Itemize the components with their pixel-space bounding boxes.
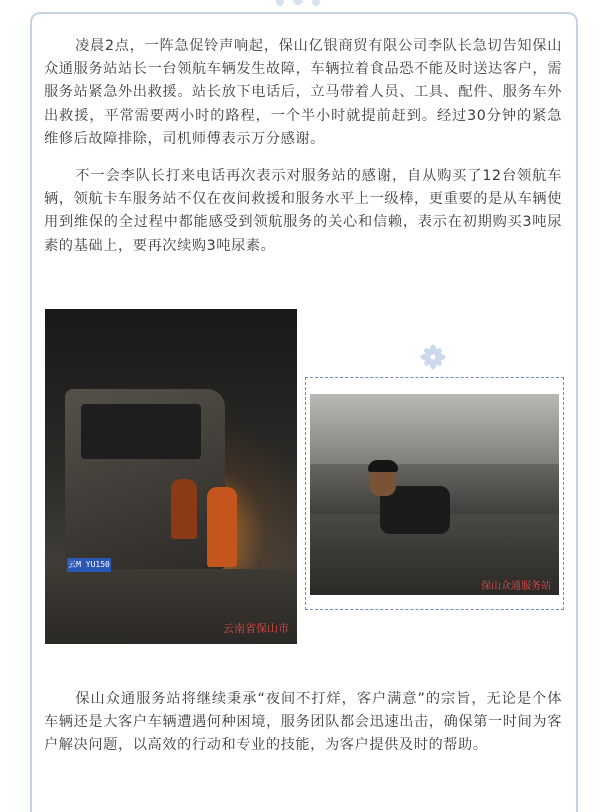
mechanic-hair [368,460,398,472]
paragraph-customer-thanks: 不一会李队长打来电话再次表示对服务站的感谢，自从购买了12台领航车辆，领航卡车服务站不仅在夜间救援和服务水平上一级棒，更重要的是从车辆使用到维保的全过程中都能感受到领航服务的关心和信赖，表示在初期购买3吨尿素的基础上，要再次续购3吨尿素。 [44,168,562,254]
engine-repair-photo [310,394,559,595]
license-plate: 云M YU150 [67,558,111,572]
flower-icon [420,344,446,370]
night-rescue-photo [45,309,297,644]
worker-figure-vest [207,487,237,567]
paragraph-service-commitment: 保山众通服务站将继续秉承“夜间不打烊，客户满意”的宗旨，无论是个体车辆还是大客户车辆遭遇何种困境，服务团队都会迅速出击，确保第一时间为客户解决问题，以高效的行动和专业的技能，为客户提供及时的帮助。 [44,691,562,754]
flower-decoration-top [268,0,328,12]
paragraph-rescue-story: 凌晨2点，一阵急促铃声响起，保山亿银商贸有限公司李队长急切告知保山众通服务站站长一台领航车辆发生故障，车辆拉着食品恐不能及时送达客户，需服务站紧急外出救援。站长放下电话后，立马带着人员、工具、配件、服务车外出救援，平常需要两小时的路程，一个半小时就提前赶到。经过30分钟的紧急维修后故障排除，司机师傅表示万分感谢。 [44,38,562,147]
truck-windshield [81,404,201,459]
photo-watermark: 保山众通服务站 [481,581,551,592]
raised-hood [310,394,559,464]
photo-watermark: 云南省保山市 [223,622,289,635]
worker-figure [171,479,197,539]
